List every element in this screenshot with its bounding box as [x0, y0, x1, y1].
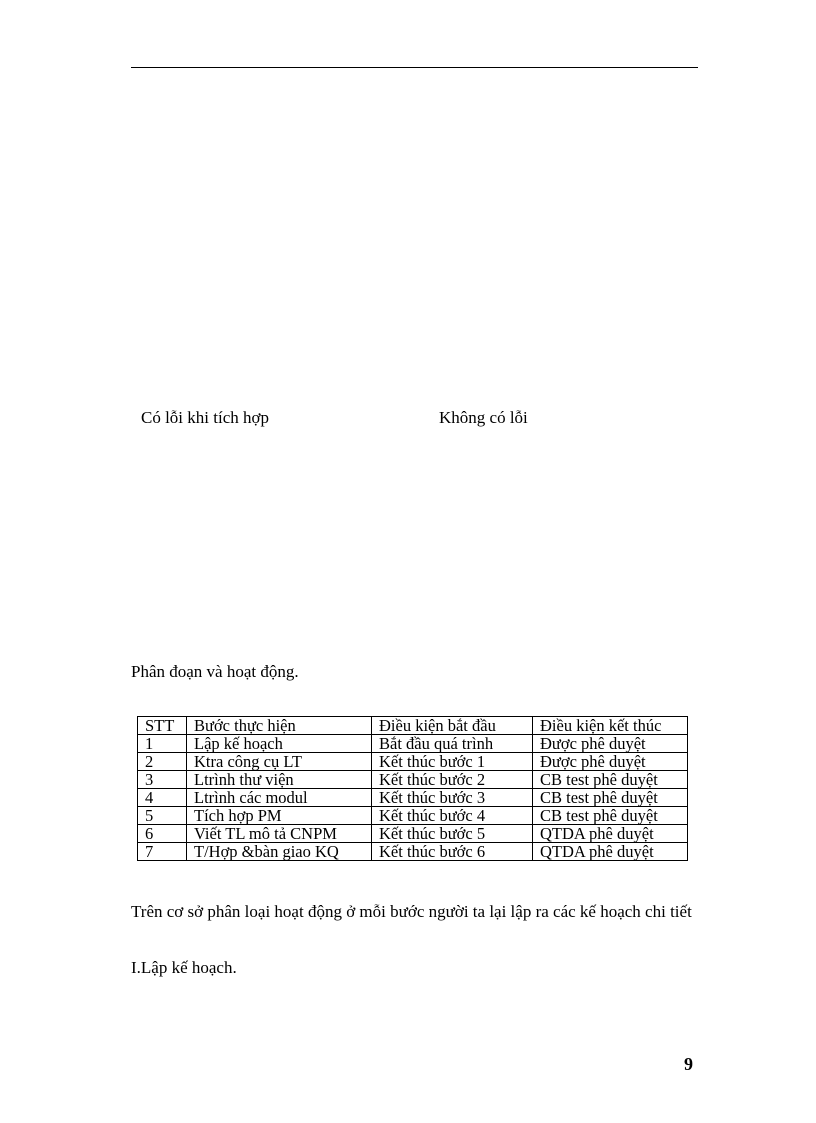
table-cell: CB test phê duyệt	[533, 807, 688, 825]
table-cell: Kết thúc bước 1	[372, 753, 533, 771]
table-cell: T/Hợp &bàn giao KQ	[187, 843, 372, 861]
section-heading: Phân đoạn và hoạt động.	[131, 662, 299, 681]
table-cell: Kết thúc bước 5	[372, 825, 533, 843]
table-cell: Ktra công cụ LT	[187, 753, 372, 771]
table-cell: 4	[138, 789, 187, 807]
diagram-label-error: Có lỗi khi tích hợp	[141, 408, 269, 427]
table-row	[138, 753, 688, 771]
table-cell: CB test phê duyệt	[533, 771, 688, 789]
table-cell: Viết TL mô tả CNPM	[187, 825, 372, 843]
header-cell: Bước thực hiện	[187, 717, 372, 735]
table-cell: 5	[138, 807, 187, 825]
table-cell: Kết thúc bước 4	[372, 807, 533, 825]
table-cell: 3	[138, 771, 187, 789]
table-header-row	[138, 717, 688, 735]
table-cell: Tích hợp PM	[187, 807, 372, 825]
header-cell: Điều kiện kết thúc	[533, 717, 688, 735]
table-row	[138, 807, 688, 825]
header-cell: STT	[138, 717, 187, 735]
table-cell: 7	[138, 843, 187, 861]
table-row	[138, 843, 688, 861]
plan-heading: I.Lập kế hoạch.	[131, 958, 237, 977]
table-cell: Kết thúc bước 6	[372, 843, 533, 861]
table-cell: Kết thúc bước 2	[372, 771, 533, 789]
table-cell: Lập kế hoạch	[187, 735, 372, 753]
header-cell: Điều kiện bắt đầu	[372, 717, 533, 735]
table-row	[138, 735, 688, 753]
table-row	[138, 771, 688, 789]
table-cell: Được phê duyệt	[533, 753, 688, 771]
diagram-label-no-error: Không có lỗi	[439, 408, 528, 427]
body-paragraph: Trên cơ sở phân loại hoạt động ở mỗi bước người ta lại lập ra các kế hoạch chi tiết	[131, 902, 692, 921]
steps-table	[137, 716, 688, 861]
table-cell: 6	[138, 825, 187, 843]
table-row	[138, 825, 688, 843]
table-cell: Được phê duyệt	[533, 735, 688, 753]
table-cell: CB test phê duyệt	[533, 789, 688, 807]
table-cell: Ltrình thư viện	[187, 771, 372, 789]
header-rule	[131, 67, 698, 68]
table-row	[138, 789, 688, 807]
table-cell: Ltrình các modul	[187, 789, 372, 807]
table-cell: Kết thúc bước 3	[372, 789, 533, 807]
table-cell: Bắt đầu quá trình	[372, 735, 533, 753]
table-cell: QTDA phê duyệt	[533, 843, 688, 861]
table-cell: QTDA phê duyệt	[533, 825, 688, 843]
page-number: 9	[684, 1054, 693, 1074]
table-cell: 2	[138, 753, 187, 771]
table-cell: 1	[138, 735, 187, 753]
